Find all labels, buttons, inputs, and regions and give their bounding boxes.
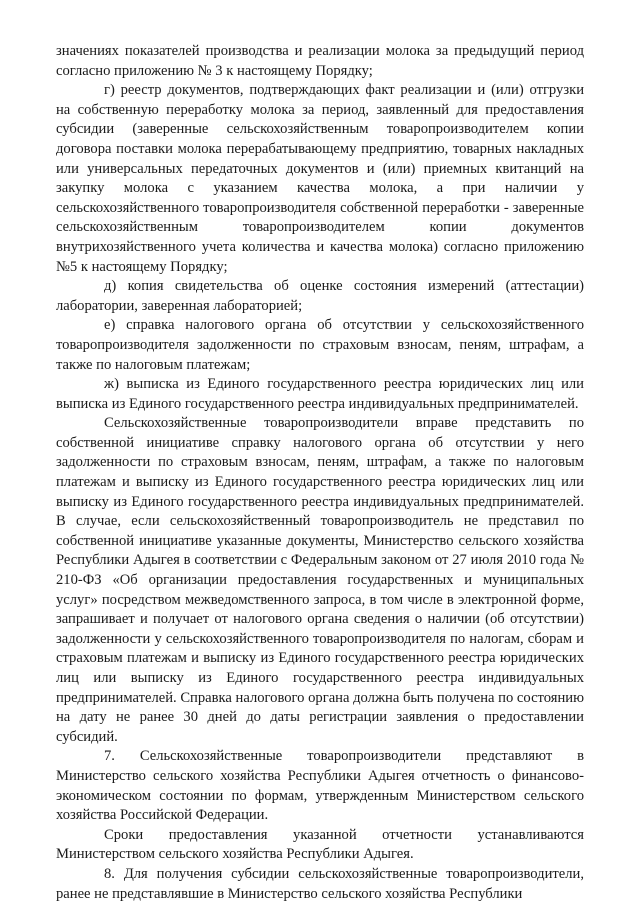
paragraph-point-8: 8. Для получения субсидии сельскохозяйственные товаропроизводители, ранее не представлявшие в Министерство сельского хозяйства Республики — [56, 865, 584, 902]
paragraph-own-initiative: Сельскохозяйственные товаропроизводители вправе представить по собственной инициативе справку налогового органа об отсутствии у него задолженности по страховым взносам, пеням, штрафам, а также по налоговым платежам и выписку из Единого государственного реестра юридических лиц или выписку из Единого государственного реестра индивидуальных предпринимателей. В случае, если сельскохозяйственный товаропроизводитель не представил по собственной инициативе указанные документы, Министерство сельского хозяйства Республики Адыгея в соответствии с Федеральным законом от 27 июля 2010 года № 210-ФЗ «Об организации предоставления государственных и муниципальных услуг» посредством межведомственного запроса, в том числе в электронной форме, запрашивает и получает от налогового органа сведения о наличии (об отсутствии) задолженности у сельскохозяйственного товаропроизводителя по налогам, сборам и страховым платежам и выписку из Единого государственного реестра юридических лиц или выписку из Единого государственного реестра индивидуальных предпринимателей. Справка налогового органа должна быть получена по состоянию на дату не ранее 30 дней до даты регистрации заявления о предоставлении субсидий. — [56, 415, 584, 745]
paragraph-item-zh: ж) выписка из Единого государственного реестра юридических лиц или выписка из Единого государственного реестра индивидуальных предпринимателей. — [56, 376, 584, 412]
paragraph-item-d: д) копия свидетельства об оценке состояния измерений (аттестации) лаборатории, заверенная лабораторией; — [56, 278, 584, 314]
paragraph-reporting-deadlines: Сроки предоставления указанной отчетности устанавливаются Министерством сельского хозяйства Республики Адыгея. — [56, 826, 584, 863]
paragraph-point-7: 7. Сельскохозяйственные товаропроизводители представляют в Министерство сельского хозяйства Республики Адыгея отчетность о финансово-экономическом состоянии по формам, утвержденным Министерством сельского хозяйства Российской Федерации. — [56, 748, 584, 824]
paragraph-item-g: г) реестр документов, подтверждающих факт реализации и (или) отгрузки на собственную переработку молока за период, заявленный для предоставления субсидии (заверенные сельскохозяйственным товаропроизводителем копии договора поставки молока перерабатывающему предприятию, товарных накладных или универсальных передаточных документов и (или) приемных квитанций на закупку молока с указанием качества молока, а при наличии у сельскохозяйственного товаропроизводителя собственной переработки - заверенные сельскохозяйственным товаропроизводителем копии документов внутрихозяйственного учета количества и качества молока) согласно приложению №5 к настоящему Порядку; — [56, 82, 584, 275]
paragraph-item-e: е) справка налогового органа об отсутствии у сельскохозяйственного товаропроизводителя задолженности по страховым взносам, пеням, штрафам, а также по налоговым платежам; — [56, 317, 584, 373]
document-body — [56, 42, 584, 904]
paragraph-continuation: значениях показателей производства и реализации молока за предыдущий период согласно приложению № 3 к настоящему Порядку; — [56, 43, 584, 79]
